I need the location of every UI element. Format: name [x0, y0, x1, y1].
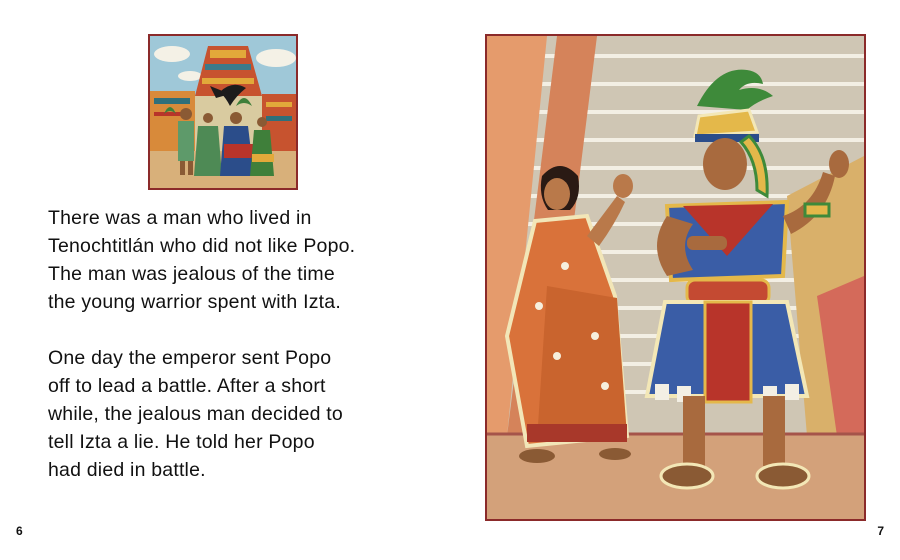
- story-text: [48, 204, 398, 484]
- text-line: while, the jealous man decided to: [48, 403, 343, 425]
- text-line: One day the emperor sent Popo: [48, 347, 332, 369]
- text-line: had died in battle.: [48, 459, 206, 481]
- small-illustration: [148, 34, 298, 190]
- text-line: Tenochtitlán who did not like Popo.: [48, 235, 356, 257]
- page-number-right: 7: [877, 524, 884, 538]
- text-line: The man was jealous of the time: [48, 263, 335, 285]
- paragraph: [48, 204, 398, 316]
- right-page: [450, 0, 900, 560]
- text-line: tell Izta a lie. He told her Popo: [48, 431, 315, 453]
- page-number-left: 6: [16, 524, 23, 538]
- text-line: There was a man who lived in: [48, 207, 312, 229]
- large-illustration: [485, 34, 866, 521]
- paragraph: [48, 344, 398, 484]
- text-line: off to lead a battle. After a short: [48, 375, 326, 397]
- text-line: the young warrior spent with Izta.: [48, 291, 341, 313]
